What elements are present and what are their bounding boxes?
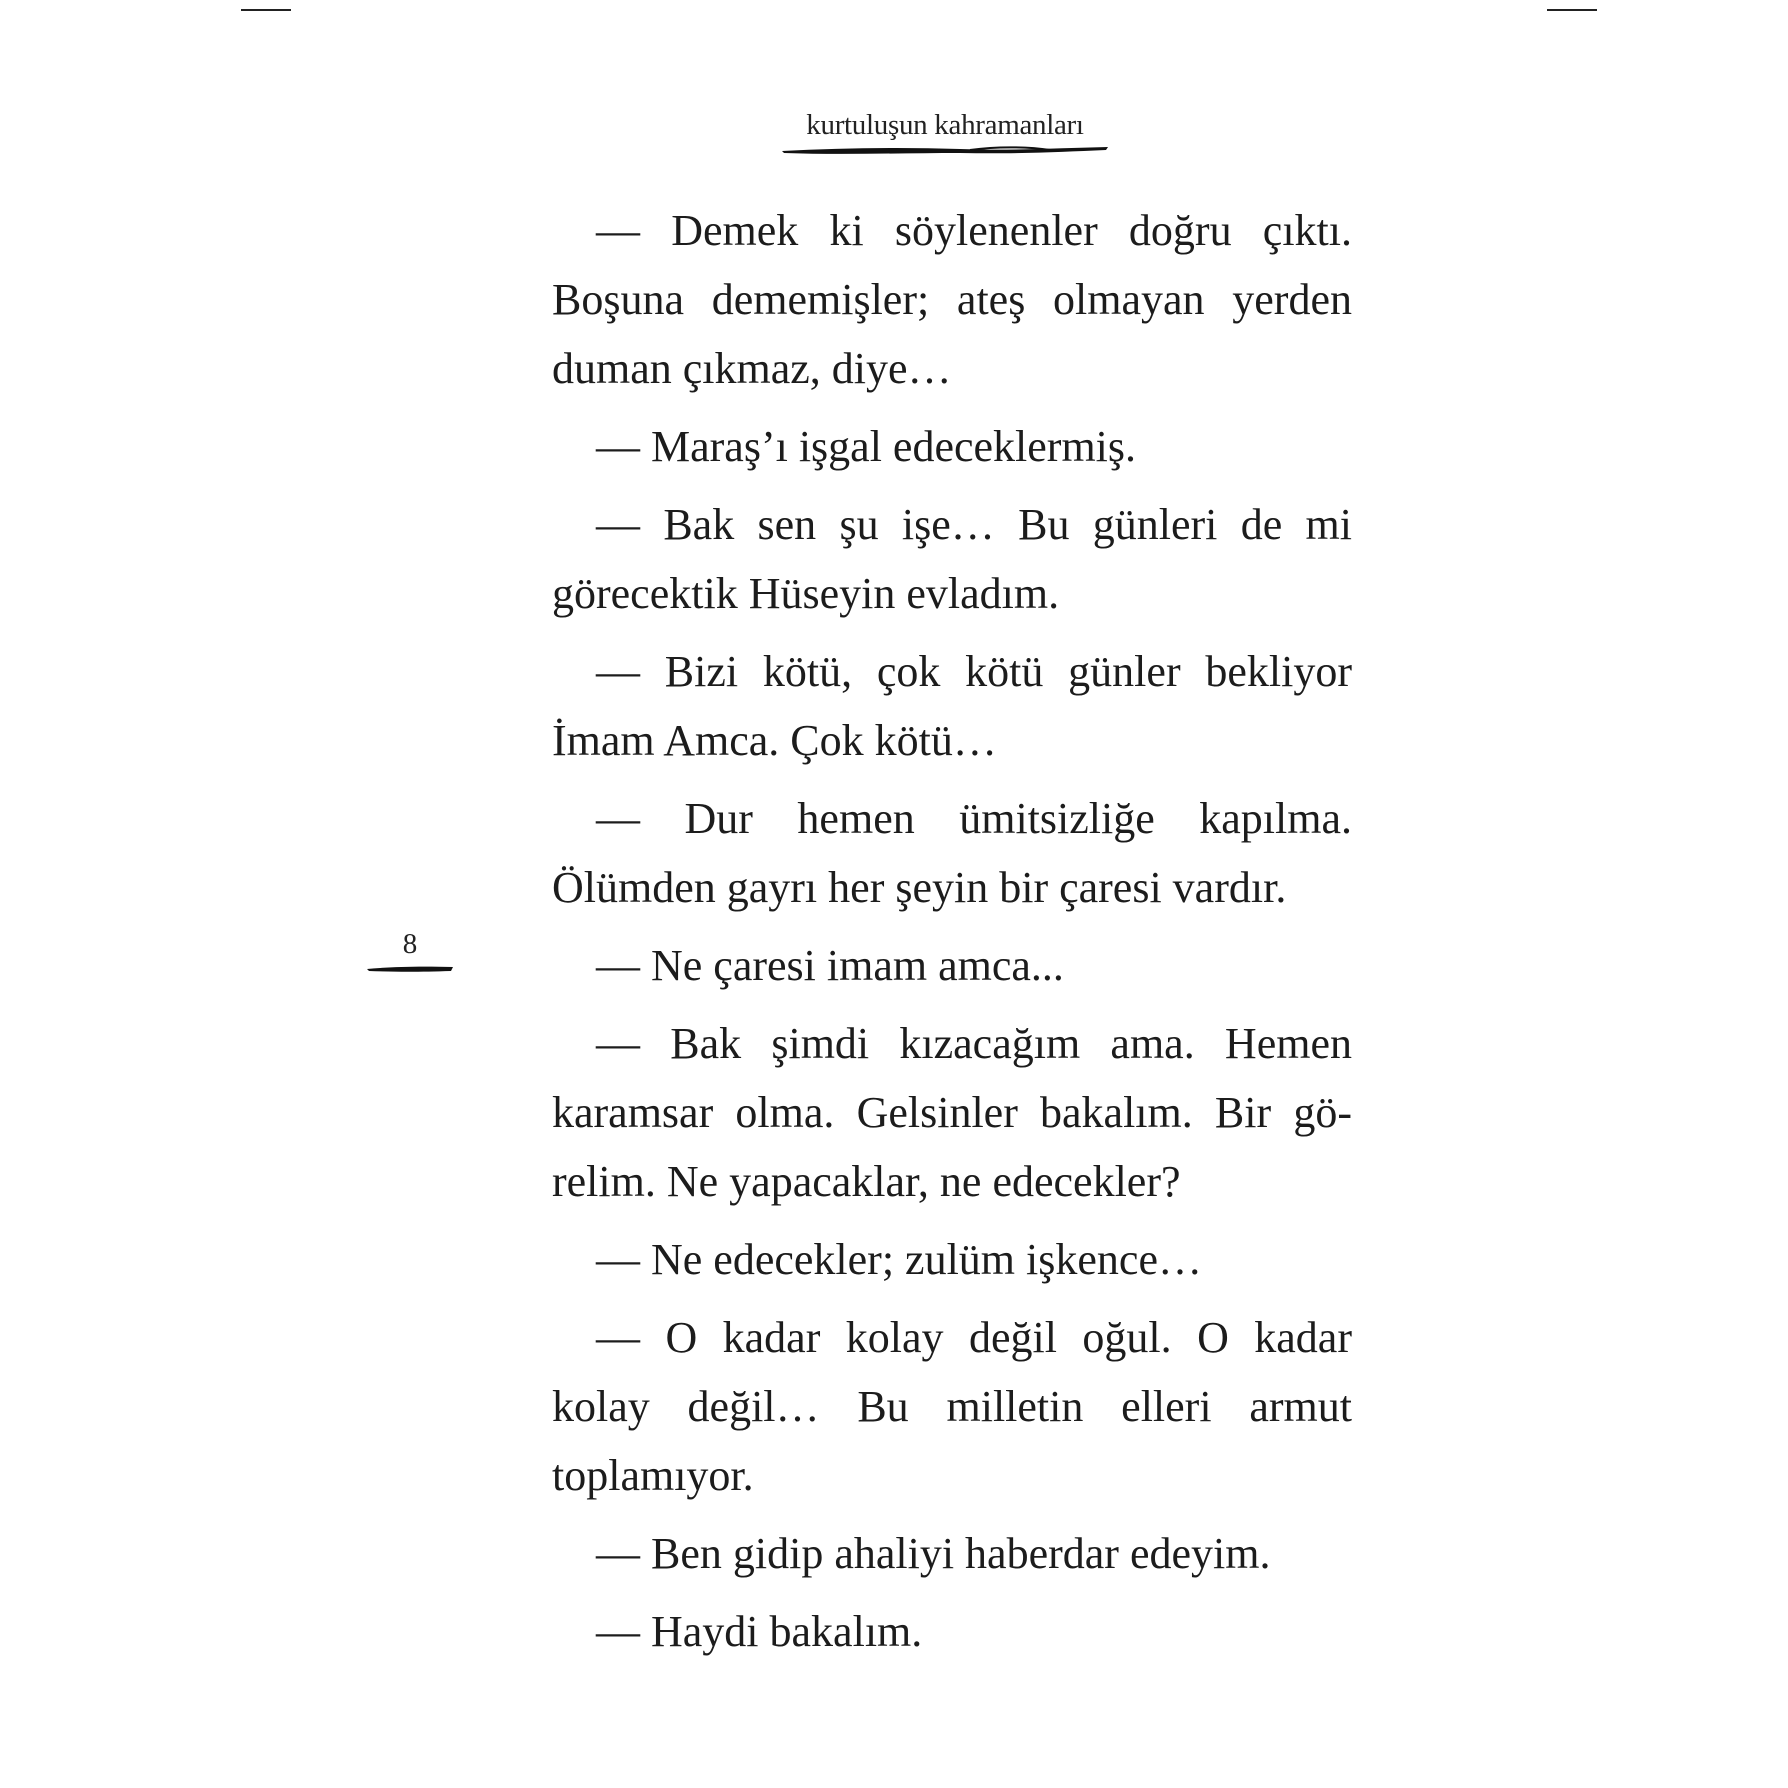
paragraph-10: — Ben gidip ahaliyi haberdar edeyim.: [596, 1529, 1271, 1578]
page-number-brush-ornament: [365, 963, 455, 975]
paragraph-9: — O kadar kolay değil oğul. O kadar kolay değil… Bu milletin elleri armut toplamıyor.: [552, 1313, 1352, 1500]
body-text: [552, 196, 1352, 1675]
paragraph-6: — Ne çaresi imam amca...: [596, 941, 1064, 990]
paragraph-7: — Bak şimdi kızacağım ama. Hemen karamsar olma. Gelsinler bakalım. Bir gö-relim. Ne yapacaklar, ne edecekler?: [552, 1019, 1352, 1206]
crop-mark-left: [241, 9, 291, 11]
paragraph-4: — Bizi kötü, çok kötü günler bekliyor İmam Amca. Çok kötü…: [552, 647, 1352, 765]
paragraph-2: — Maraş’ı işgal edeceklermiş.: [596, 422, 1137, 471]
paragraph-3: — Bak sen şu işe… Bu günleri de mi görecektik Hüseyin evladım.: [552, 500, 1352, 618]
page-number: [365, 928, 455, 979]
paragraph-11: — Haydi bakalım.: [596, 1607, 923, 1656]
paragraph-8: — Ne edecekler; zulüm işkence…: [596, 1235, 1202, 1284]
crop-mark-right: [1547, 9, 1597, 11]
brush-underline-ornament: [780, 144, 1110, 158]
paragraph-5: — Dur hemen ümitsizliğe kapılma. Ölümden gayrı her şeyin bir çaresi vardır.: [552, 794, 1352, 912]
paragraph-1: — Demek ki söylenenler doğru çıktı. Boşuna dememişler; ateş olmayan yerden duman çıkmaz, diye…: [552, 206, 1352, 393]
running-head: [780, 108, 1110, 158]
page-number-text: 8: [402, 928, 418, 960]
running-title: kurtuluşun kahramanları: [806, 109, 1084, 141]
